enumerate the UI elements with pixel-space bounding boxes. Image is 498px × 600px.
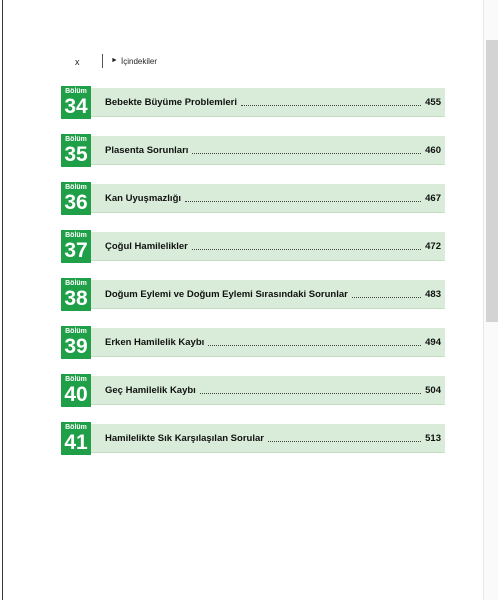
- dot-leader: [268, 433, 421, 442]
- toc-entry[interactable]: [61, 182, 445, 215]
- dot-leader: [185, 193, 421, 202]
- toc-entry[interactable]: [61, 422, 445, 455]
- toc-entry-bar[interactable]: [91, 184, 445, 213]
- chapter-badge: [61, 230, 91, 263]
- chapter-number: 37: [64, 239, 88, 262]
- chapter-badge: [61, 326, 91, 359]
- chapter-number: 34: [64, 95, 88, 118]
- chapter-number: 39: [64, 335, 88, 358]
- toc-entry[interactable]: [61, 326, 445, 359]
- page-number: 504: [425, 384, 441, 396]
- chapter-badge: [61, 134, 91, 167]
- dot-leader: [192, 145, 421, 154]
- chapter-label: Bölüm: [65, 136, 87, 143]
- chapter-label: Bölüm: [65, 376, 87, 383]
- chapter-badge: [61, 86, 91, 119]
- scrollbar-thumb[interactable]: [486, 40, 498, 322]
- toc-title[interactable]: İçindekiler: [121, 57, 158, 66]
- scrollbar-track[interactable]: [483, 0, 498, 600]
- chapter-label: Bölüm: [65, 280, 87, 287]
- document-page: [2, 0, 483, 600]
- chapter-title: Kan Uyuşmazlığı: [105, 192, 182, 204]
- chapter-title: Doğum Eylemi ve Doğum Eylemi Sırasındaki Sorunlar: [105, 288, 348, 300]
- toc-entry[interactable]: [61, 374, 445, 407]
- chapter-title: Geç Hamilelik Kaybı: [105, 384, 196, 396]
- page-number: 472: [425, 240, 441, 252]
- chapter-number: 38: [64, 287, 88, 310]
- toc-entry-bar[interactable]: [91, 136, 445, 165]
- chapter-title: Bebekte Büyüme Problemleri: [105, 96, 237, 108]
- toc-entry[interactable]: [61, 134, 445, 167]
- page-number: 460: [425, 144, 441, 156]
- toc-list: [61, 86, 445, 470]
- page-number: 494: [425, 336, 441, 348]
- chapter-number: 35: [64, 143, 88, 166]
- page-number: 483: [425, 288, 441, 300]
- close-icon[interactable]: x: [75, 57, 80, 67]
- toc-entry-bar[interactable]: [91, 328, 445, 357]
- toc-entry-bar[interactable]: [91, 232, 445, 261]
- page-number: 467: [425, 192, 441, 204]
- dot-leader: [241, 97, 421, 106]
- chapter-number: 41: [64, 431, 88, 454]
- dot-leader: [352, 289, 421, 298]
- chapter-label: Bölüm: [65, 424, 87, 431]
- toc-entry-bar[interactable]: [91, 376, 445, 405]
- toc-entry[interactable]: [61, 86, 445, 119]
- chapter-label: Bölüm: [65, 328, 87, 335]
- dot-leader: [192, 241, 421, 250]
- chapter-number: 36: [64, 191, 88, 214]
- toc-entry[interactable]: [61, 278, 445, 311]
- header-divider: [102, 54, 103, 68]
- chapter-label: Bölüm: [65, 184, 87, 191]
- chapter-title: Çoğul Hamilelikler: [105, 240, 188, 252]
- page-number: 455: [425, 96, 441, 108]
- chapter-label: Bölüm: [65, 88, 87, 95]
- toc-entry-bar[interactable]: [91, 424, 445, 453]
- page-number: 513: [425, 432, 441, 444]
- chapter-badge: [61, 182, 91, 215]
- toc-entry-bar[interactable]: [91, 88, 445, 117]
- dot-leader: [200, 385, 421, 394]
- chapter-badge: [61, 278, 91, 311]
- toc-entry-bar[interactable]: [91, 280, 445, 309]
- chapter-title: Plasenta Sorunları: [105, 144, 189, 156]
- chapter-badge: [61, 374, 91, 407]
- toc-entry[interactable]: [61, 230, 445, 263]
- chapter-number: 40: [64, 383, 88, 406]
- chapter-title: Erken Hamilelik Kaybı: [105, 336, 205, 348]
- play-arrow-icon[interactable]: ►: [111, 57, 118, 64]
- chapter-title: Hamilelikte Sık Karşılaşılan Sorular: [105, 432, 264, 444]
- chapter-label: Bölüm: [65, 232, 87, 239]
- toc-header: [75, 54, 375, 70]
- dot-leader: [208, 337, 421, 346]
- chapter-badge: [61, 422, 91, 455]
